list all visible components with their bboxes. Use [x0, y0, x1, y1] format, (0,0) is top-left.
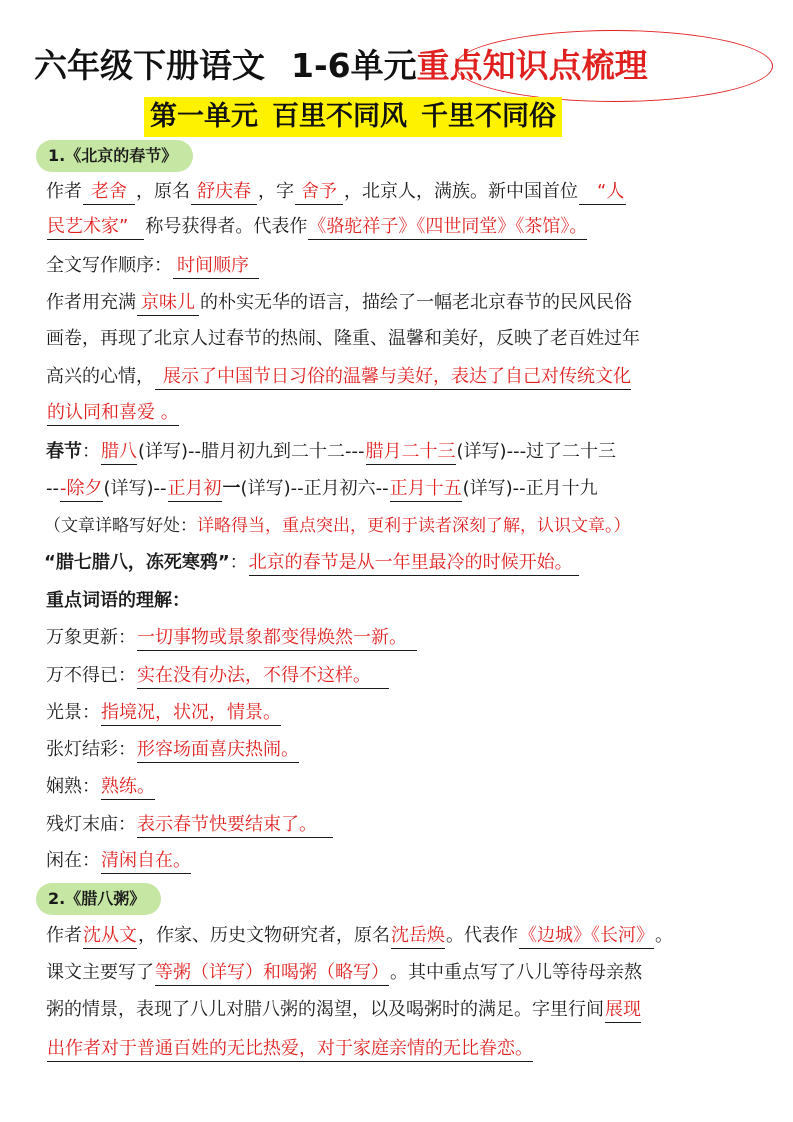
text-line — [46, 251, 758, 281]
vocab-meaning: 熟练。 — [101, 775, 155, 800]
vocab-meaning: 实在没有办法，不得不这样。 — [137, 664, 389, 689]
text-line — [46, 958, 758, 988]
answer-blank: 等粥（详写）和喝粥（略写） — [155, 961, 389, 986]
text-line — [46, 995, 758, 1025]
answer-blank: 《边城》《长河》 — [519, 924, 654, 949]
vocab-meaning: 表示春节快要结束了。 — [137, 813, 333, 838]
answer-blank: 的认同和喜爱 。 — [47, 401, 179, 426]
text: 课文主要写了 — [46, 962, 154, 983]
vocab-term: 万不得已： — [46, 665, 136, 686]
vocab-item — [46, 735, 758, 765]
vocab-meaning: 指境况，状况，情景。 — [101, 701, 281, 726]
vocab-term: 光景： — [46, 702, 100, 723]
unit-title — [144, 97, 562, 137]
answer-blank: 京味儿 — [137, 291, 199, 316]
text: (详写)--腊月初九到二十二--- — [138, 441, 365, 462]
section-heading-2: 2.《腊八粥》 — [36, 883, 161, 915]
vocab-meaning: 形容场面喜庆热闹。 — [137, 738, 299, 763]
label: “腊七腊八，冻死寒鸦” — [44, 552, 230, 573]
answer-blank: 民艺术家” — [47, 215, 144, 240]
answer-blank: 沈从文 — [83, 924, 137, 949]
text: 全文写作顺序： — [46, 255, 172, 276]
title-circle-annotation — [455, 30, 773, 102]
text-line — [46, 177, 758, 207]
text-line — [46, 362, 758, 392]
section-heading-1: 1.《北京的春节》 — [36, 140, 193, 172]
answer-blank: 沈岳焕 — [391, 924, 445, 949]
answer-blank: 正月十五 — [390, 477, 462, 502]
text: 一 — [222, 478, 241, 499]
answer-blank: 展示了中国节日习俗的温馨与美好，表达了自己对传统文化 — [155, 365, 631, 390]
text-line — [46, 288, 758, 318]
answer-blank: 老舍 — [83, 180, 135, 205]
title-prefix: 六年级下册语文 — [34, 46, 265, 85]
vocab-term: 张灯结彩： — [46, 739, 136, 760]
text: -- — [46, 478, 59, 499]
text: ，北京人，满族。新中国首位 — [344, 181, 578, 202]
answer-blank: 出作者对于普通百姓的无比热爱，对于家庭亲情的无比眷恋。 — [47, 1037, 533, 1062]
vocab-term: 娴熟： — [46, 776, 100, 797]
answer-text: 详略得当，重点突出，更利于读者深刻了解，认识文章。） — [197, 516, 631, 536]
answer-blank: -除夕 — [60, 477, 103, 502]
text: 作者 — [46, 181, 82, 202]
answer-blank: 腊八 — [101, 440, 137, 465]
text-line — [46, 1034, 758, 1064]
vocab-meaning: 一切事物或景象都变得焕然一新。 — [137, 626, 417, 651]
text: 。代表作 — [446, 925, 518, 946]
text: 。其中重点写了八儿等待母亲熬 — [390, 962, 642, 983]
answer-blank: 时间顺序 — [173, 254, 259, 279]
vocab-item — [46, 846, 758, 876]
text: (详写)--正月初六-- — [240, 478, 389, 499]
text-line — [46, 437, 758, 467]
label: 春节 — [46, 441, 82, 462]
text: 的朴实无华的语言，描绘了一幅老北京春节的民风民俗 — [200, 292, 632, 313]
text: ，字 — [258, 181, 294, 202]
text-line — [46, 324, 758, 354]
title-highlight: 重点知识点梳理 — [416, 46, 648, 85]
vocab-term: 万象更新： — [46, 627, 136, 648]
vocab-item — [46, 772, 758, 802]
text-line — [46, 474, 758, 504]
answer-blank: 正月初 — [168, 477, 222, 502]
vocab-term: 闲在： — [46, 850, 100, 871]
text: (详写)---过了二十三 — [456, 441, 617, 462]
text-line — [46, 921, 758, 951]
text: 粥的情景，表现了八儿对腊八粥的渴望，以及喝粥时的满足。字里行间 — [46, 999, 604, 1020]
unit-title-part2: 千里不同俗 — [421, 101, 556, 132]
answer-blank: “人 — [579, 180, 626, 205]
title-units: 1-6单元 — [291, 46, 417, 85]
answer-blank: 展现 — [605, 998, 641, 1023]
text: 称号获得者。代表作 — [145, 216, 308, 237]
text: (详写)-- — [103, 478, 167, 499]
vocab-item — [46, 698, 758, 728]
unit-title-part1: 百里不同风 — [272, 101, 407, 132]
answer-blank: 腊月二十三 — [366, 440, 456, 465]
text: 作者用充满 — [46, 292, 136, 313]
answer-blank: 《骆驼祥子》《四世同堂》《茶馆》。 — [308, 215, 587, 240]
text: ： — [229, 552, 248, 573]
text: ，作家、历史文物研究者，原名 — [138, 925, 390, 946]
unit-title-number: 第一单元 — [150, 101, 258, 132]
text: 。 — [655, 925, 673, 946]
text: ： — [82, 441, 100, 462]
vocab-item — [46, 810, 758, 840]
text-line — [44, 511, 756, 541]
text: 画卷，再现了北京人过春节的热闹、隆重、温馨和美好，反映了老百姓过年 — [46, 328, 640, 349]
text-line — [44, 548, 756, 578]
vocab-meaning: 清闲自在。 — [101, 849, 191, 874]
answer-blank: 舒庆春 — [191, 180, 257, 205]
text: ，原名 — [136, 181, 190, 202]
answer-blank: 北京的春节是从一年里最冷的时候开始。 — [249, 551, 579, 576]
vocab-item — [46, 623, 758, 653]
text: （文章详略写好处： — [44, 516, 197, 536]
vocab-item — [46, 661, 758, 691]
vocab-heading: 重点词语的理解： — [46, 590, 190, 611]
text-line — [46, 212, 758, 242]
answer-blank: 舍予 — [295, 180, 343, 205]
text: 高兴的心情， — [46, 366, 154, 387]
text: (详写)--正月十九 — [462, 478, 598, 499]
vocab-term: 残灯末庙： — [46, 814, 136, 835]
text-line — [46, 398, 758, 428]
text: 作者 — [46, 925, 82, 946]
